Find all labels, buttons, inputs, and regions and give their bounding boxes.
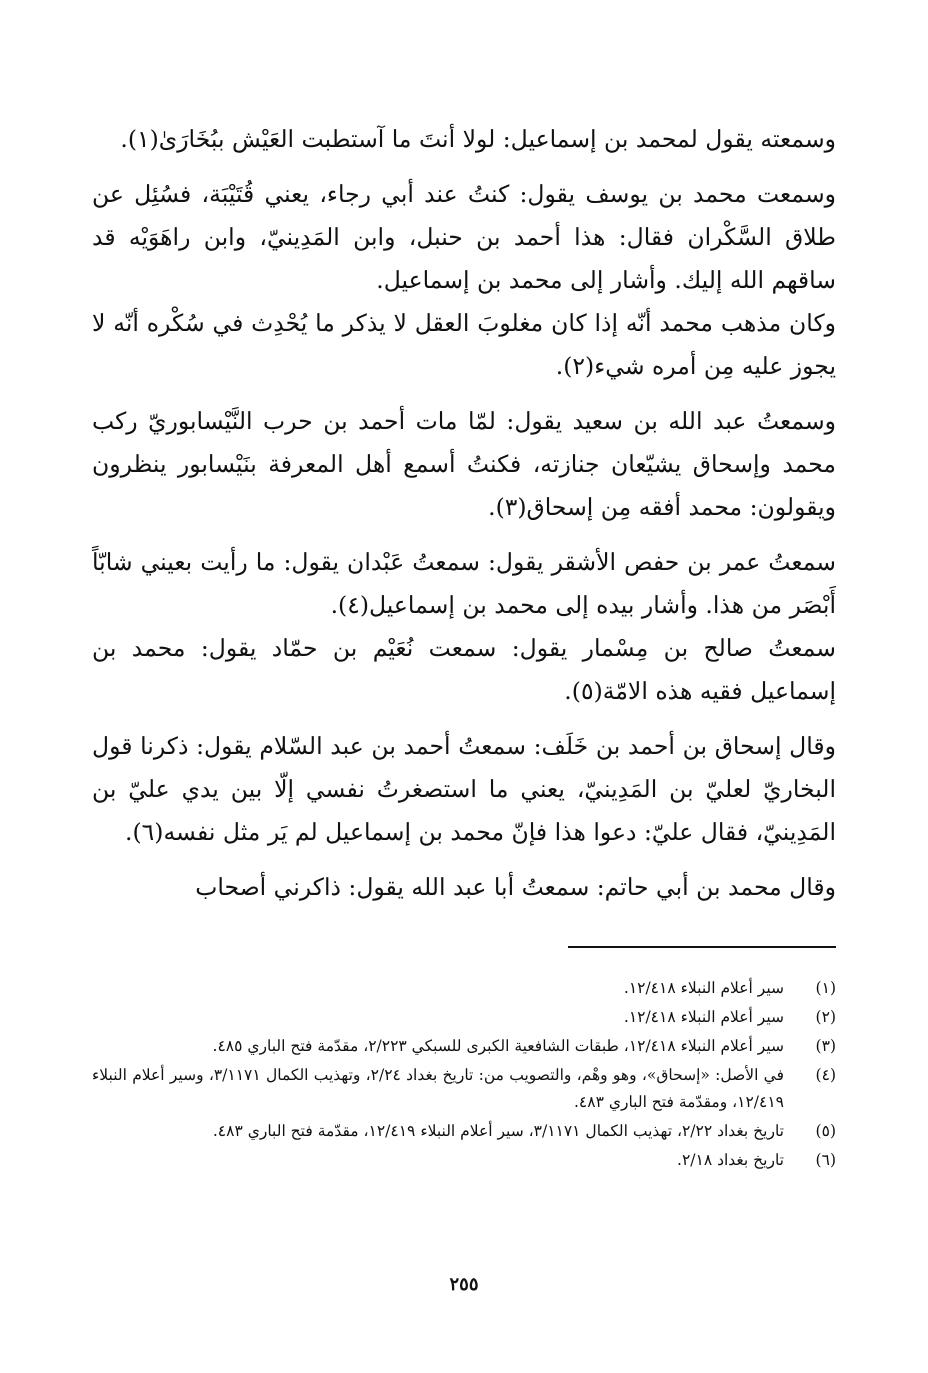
paragraph-1: وسمعته يقول لمحمد بن إسماعيل: لولا أنتَ ما آستطبت العَيْش ببُخَارَىٰ(١).: [120, 125, 836, 153]
page-number: ٢٥٥: [449, 1274, 479, 1295]
footnote-text: في الأصل: «إسحاق»، وهو وهْم، والتصويب من: تاريخ بغداد ٢/٢٤، وتهذيب الكمال ٣/١١٧١، وسير أعلام النبلاء ١٢/٤١٩، ومقدّمة فتح الباري ٤٨٣.: [92, 1066, 785, 1111]
paragraph-7: وقال إسحاق بن أحمد بن خَلَف: سمعتُ أحمد بن عبد السّلام يقول: ذكرنا قول البخاريّ لعليّ بن المَدِينيّ، يعني ما استصغرتُ نفسي إلّا بين يدي عليّ بن المَدِينيّ، فقال عليّ: دعوا هذا فإنّ محمد بن إسماعيل لم يَر مثل نفسه(٦).: [92, 732, 836, 846]
footnotes-section: [92, 975, 836, 1176]
footnote-text: تاريخ بغداد ٢/١٨.: [677, 1151, 784, 1169]
footnote-text: تاريخ بغداد ٢/٢٢، تهذيب الكمال ٣/١١٧١، سير أعلام النبلاء ١٢/٤١٩، مقدّمة فتح الباري ٤٨٣.: [212, 1122, 784, 1140]
footnote-divider: [568, 946, 836, 948]
paragraph-8: وقال محمد بن أبي حاتم: سمعتُ أبا عبد الله يقول: ذاكرني أصحاب: [195, 873, 836, 901]
footnote-text: سير أعلام النبلاء ١٢/٤١٨.: [623, 1008, 784, 1026]
footnote-item: [92, 1118, 836, 1145]
footnote-number: (٢): [815, 1008, 836, 1026]
footnote-text: سير أعلام النبلاء ١٢/٤١٨، طبقات الشافعية الكبرى للسبكي ٢/٢٢٣، مقدّمة فتح الباري ٤٨٥.: [212, 1037, 784, 1055]
footnote-number: (٣): [815, 1037, 836, 1055]
footnote-number: (١): [815, 979, 836, 997]
paragraph-4: وسمعتُ عبد الله بن سعيد يقول: لمّا مات أحمد بن حرب النَّيْسابوريّ ركب محمد وإسحاق يشيّعان جنازته، فكنتُ أسمع أهل المعرفة بنَيْسابور ينظرون ويقولون: محمد أفقه مِن إسحاق(٣).: [92, 407, 836, 521]
paragraph-5: سمعتُ عمر بن حفص الأشقر يقول: سمعتُ عَبْدان يقول: ما رأيت بعيني شابّاً أَبْصَر من هذا. وأشار بيده إلى محمد بن إسماعيل(٤).: [92, 548, 836, 619]
footnote-item: [92, 1004, 836, 1031]
footnote-item: [92, 1147, 836, 1174]
footnote-item: [92, 1033, 836, 1060]
footnote-item: [92, 975, 836, 1002]
footnote-number: (٥): [815, 1122, 836, 1140]
footnote-text: سير أعلام النبلاء ١٢/٤١٨.: [623, 979, 784, 997]
paragraph-2: وسمعت محمد بن يوسف يقول: كنتُ عند أبي رجاء، يعني قُتَيْبَة، فسُئِل عن طلاق السَّكْران فقال: هذا أحمد بن حنبل، وابن المَدِينيّ، وابن راهَوَيْه قد ساقهم الله إليك. وأشار إلى محمد بن إسماعيل.: [92, 180, 836, 294]
paragraph-6: سمعتُ صالح بن مِسْمار يقول: سمعت نُعَيْم بن حمّاد يقول: محمد بن إسماعيل فقيه هذه الامّة(٥).: [92, 634, 836, 705]
footnote-item: [92, 1062, 836, 1116]
paragraph-3: وكان مذهب محمد أنّه إذا كان مغلوبَ العقل لا يذكر ما يُحْدِث في سُكْره أنّه لا يجوز عليه مِن أمره شيء(٢).: [92, 309, 836, 380]
main-text: [92, 118, 836, 909]
footnote-number: (٤): [815, 1066, 836, 1084]
footnote-number: (٦): [815, 1151, 836, 1169]
